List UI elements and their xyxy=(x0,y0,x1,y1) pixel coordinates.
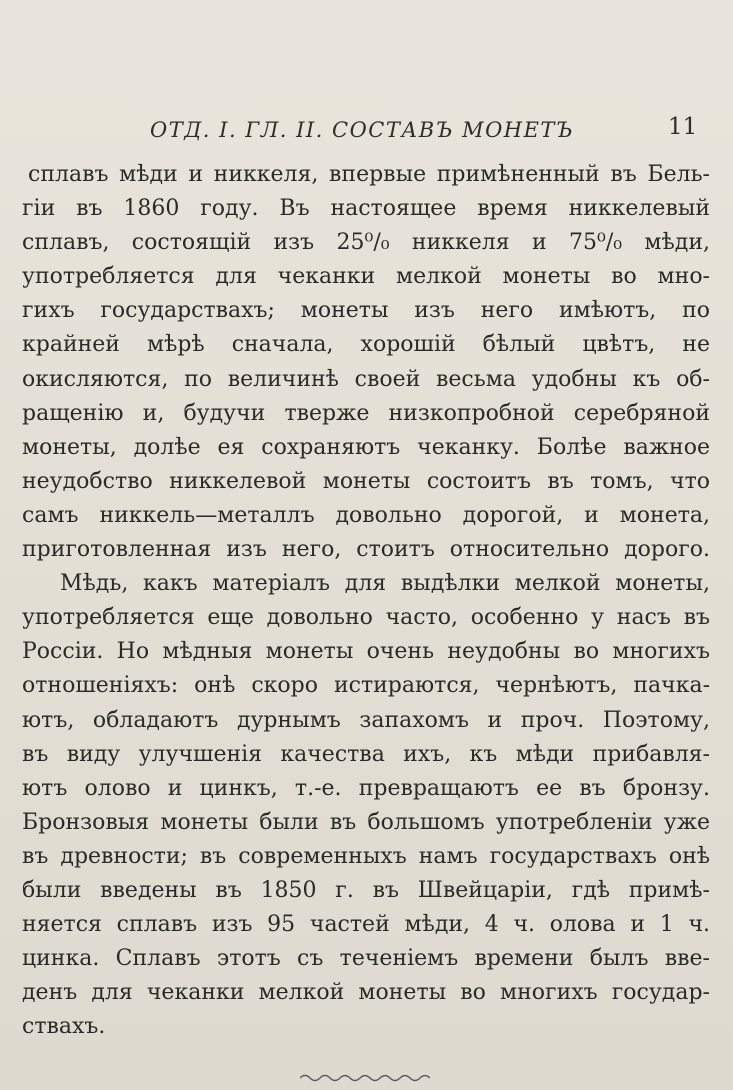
text-line: неудобство никкелевой монеты состоитъ въ томъ, что xyxy=(22,468,710,494)
text-line: ютъ олово и цинкъ, т.-е. превращаютъ ее въ бронзу. xyxy=(22,775,710,801)
text-line: сплавъ, состоящій изъ 25⁰/₀ никкеля и 75⁰/₀ мѣди, xyxy=(22,230,710,256)
text-line: ращенію и, будучи тверже низкопробной серебряной xyxy=(22,400,710,426)
text-line: монеты, долѣе ея сохраняютъ чеканку. Болѣе важное xyxy=(22,434,710,460)
text-line: въ древности; въ современныхъ намъ государствахъ онѣ xyxy=(22,843,710,869)
decorative-ornament xyxy=(300,1072,430,1082)
text-line: отношеніяхъ: онѣ скоро истираются, чернѣютъ, пачка- xyxy=(22,673,710,699)
page-number: 11 xyxy=(668,114,698,140)
paragraph-1 xyxy=(22,158,710,567)
text-line: ютъ, обладаютъ дурнымъ запахомъ и проч. Поэтому, xyxy=(22,707,710,733)
text-line: окисляются, по величинѣ своей весьма удобны къ об- xyxy=(22,366,710,392)
text-line: Бронзовыя монеты были въ большомъ употребленіи уже xyxy=(22,809,710,835)
text-line: гихъ государствахъ; монеты изъ него имѣютъ, по xyxy=(22,298,710,324)
running-title: ОТД. I. ГЛ. II. СОСТАВЪ МОНЕТЪ xyxy=(150,118,575,142)
text-line: цинка. Сплавъ этотъ съ теченіемъ времени былъ вве- xyxy=(22,946,710,972)
text-line: употребляется еще довольно часто, особенно у насъ въ xyxy=(22,605,710,631)
paragraph-2 xyxy=(22,567,710,1044)
text-line: самъ никкель—металлъ довольно дорогой, и монета, xyxy=(22,502,710,528)
text-line: Мѣдь, какъ матеріалъ для выдѣлки мелкой монеты, xyxy=(60,571,710,597)
text-line: няется сплавъ изъ 95 частей мѣди, 4 ч. олова и 1 ч. xyxy=(22,912,710,938)
text-line: приготовленная изъ него, стоитъ относительно дорого. xyxy=(22,537,710,563)
text-line: крайней мѣрѣ сначала, хорошій бѣлый цвѣтъ, не xyxy=(22,332,710,358)
text-line: были введены въ 1850 г. въ Швейцаріи, гдѣ примѣ- xyxy=(22,877,710,903)
text-line: употребляется для чеканки мелкой монеты во мно- xyxy=(22,264,710,290)
body-text xyxy=(22,158,710,1044)
text-line: въ виду улучшенія качества ихъ, къ мѣди прибавля- xyxy=(22,741,710,767)
text-line: Россіи. Но мѣдныя монеты очень неудобны во многихъ xyxy=(22,639,710,665)
text-line: гіи въ 1860 году. Въ настоящее время никкелевый xyxy=(22,196,710,222)
text-line: денъ для чеканки мелкой монеты во многихъ государ- xyxy=(22,980,710,1006)
text-line: ствахъ. xyxy=(22,1014,106,1040)
text-line: сплавъ мѣди и никкеля, впервые примѣненный въ Бель- xyxy=(28,162,710,187)
